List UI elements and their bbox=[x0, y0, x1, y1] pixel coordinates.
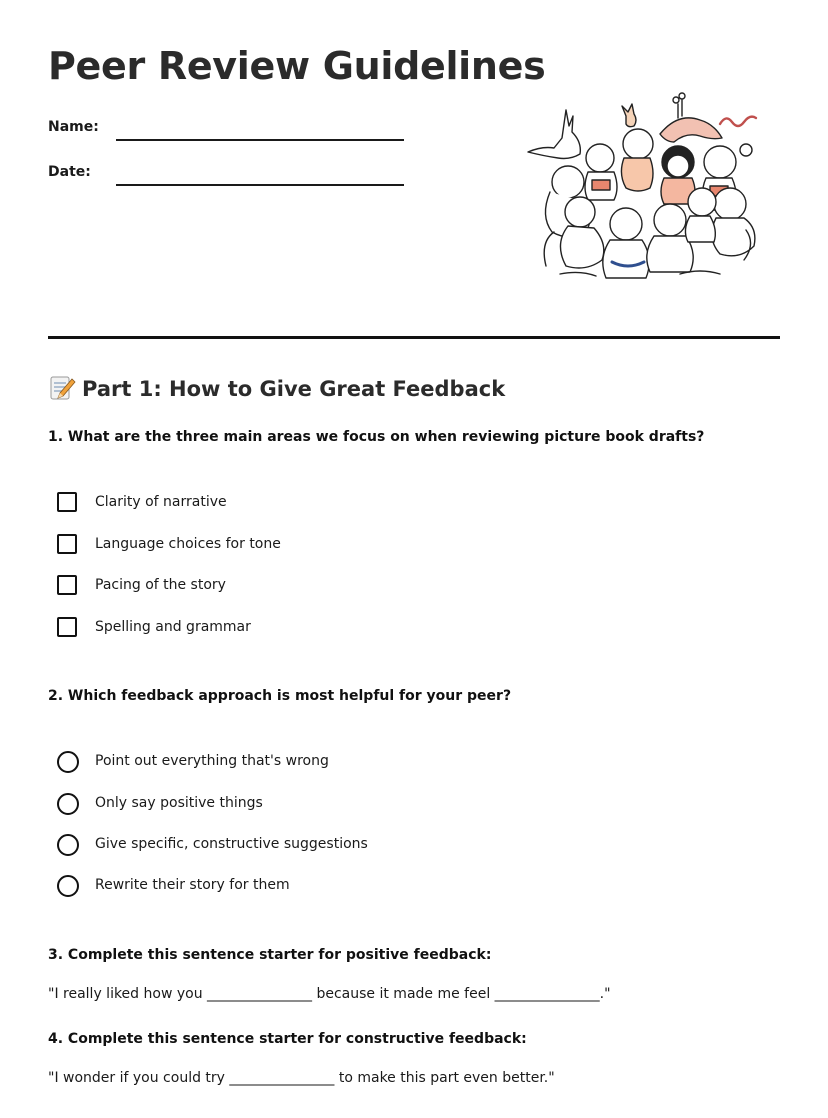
part1-heading-text: Part 1: How to Give Great Feedback bbox=[82, 377, 506, 401]
option-label: Spelling and grammar bbox=[95, 619, 251, 635]
question-4: 4. Complete this sentence starter for constructive feedback: bbox=[48, 1031, 527, 1047]
checkbox[interactable] bbox=[57, 534, 77, 554]
memo-icon bbox=[48, 374, 76, 402]
page-title: Peer Review Guidelines bbox=[48, 44, 546, 88]
option-label: Language choices for tone bbox=[95, 536, 281, 552]
sentence-starter-positive: "I really liked how you _______________ because it made me feel _______________." bbox=[48, 986, 611, 1002]
date-field[interactable] bbox=[48, 164, 408, 188]
radio-button[interactable] bbox=[57, 751, 79, 773]
option-label: Give specific, constructive suggestions bbox=[95, 836, 368, 852]
name-field[interactable] bbox=[48, 119, 408, 143]
question-2: 2. Which feedback approach is most helpful for your peer? bbox=[48, 688, 512, 704]
option-label: Clarity of narrative bbox=[95, 494, 227, 510]
option-label: Rewrite their story for them bbox=[95, 877, 290, 893]
question-1: 1. What are the three main areas we focus on when reviewing picture book drafts? bbox=[48, 429, 705, 445]
part1-heading bbox=[48, 374, 505, 402]
checkbox[interactable] bbox=[57, 492, 77, 512]
checkbox[interactable] bbox=[57, 575, 77, 595]
radio-button[interactable] bbox=[57, 834, 79, 856]
sentence-starter-constructive: "I wonder if you could try _______________ to make this part even better." bbox=[48, 1070, 555, 1086]
option-label: Point out everything that's wrong bbox=[95, 753, 329, 769]
option-label: Pacing of the story bbox=[95, 577, 226, 593]
name-input-line[interactable] bbox=[116, 139, 404, 141]
children-reading-circle-illustration bbox=[520, 92, 766, 282]
radio-button[interactable] bbox=[57, 793, 79, 815]
name-label: Name: bbox=[48, 119, 99, 135]
date-input-line[interactable] bbox=[116, 184, 404, 186]
option-label: Only say positive things bbox=[95, 795, 263, 811]
question-3: 3. Complete this sentence starter for positive feedback: bbox=[48, 947, 492, 963]
date-label: Date: bbox=[48, 164, 91, 180]
section-divider bbox=[48, 336, 780, 339]
checkbox[interactable] bbox=[57, 617, 77, 637]
radio-button[interactable] bbox=[57, 875, 79, 897]
